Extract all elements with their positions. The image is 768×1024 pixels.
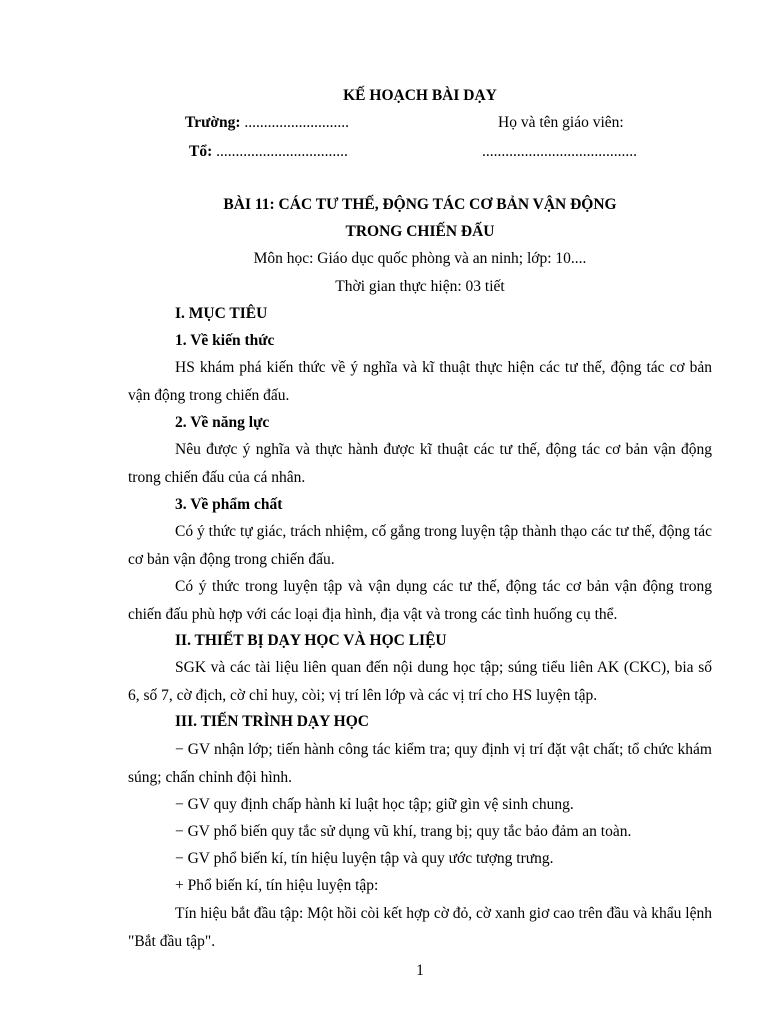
section-1-2-heading: 2. Về năng lực [175, 414, 270, 431]
section-2-text: SGK và các tài liệu liên quan đến nội dung học tập; súng tiểu liên AK (CKC), bia số 6, số 7, cờ địch, cờ chỉ huy, còi; vị trí lên lớp và các vị trí cho HS luyện tập. [128, 659, 712, 704]
group-field [189, 143, 348, 161]
document-title: KẾ HOẠCH BÀI DẠY [343, 87, 497, 104]
section-1-3-text-1: Có ý thức tự giác, trách nhiệm, cố gắng trong luyện tập thành thạo các tư thế, động tác cơ bản vận động trong chiến đấu. [128, 523, 712, 568]
section-1-3-heading: 3. Về phẩm chất [175, 496, 283, 513]
school-label: Trường: [185, 114, 241, 131]
section-1-2-text: Nêu được ý nghĩa và thực hành được kĩ thuật các tư thế, động tác cơ bản vận động trong chiến đấu của cá nhân. [128, 441, 712, 486]
lesson-title-line2: TRONG CHIẾN ĐẤU [345, 223, 495, 240]
section-1-heading: I. MỤC TIÊU [175, 305, 268, 322]
section-3-item-5: + Phổ biến kí, tín hiệu luyện tập: [175, 877, 379, 894]
teacher-dots: ........................................ [482, 143, 637, 160]
group-label: Tổ: [189, 143, 213, 160]
lesson-duration: Thời gian thực hiện: 03 tiết [335, 278, 505, 295]
section-3-item-6: Tín hiệu bắt đầu tập: Một hồi còi kết hợp cờ đỏ, cờ xanh giơ cao trên đầu và khẩu lệnh "Bắt đầu tập". [128, 905, 712, 950]
school-dots: ........................... [240, 114, 349, 131]
teacher-label: Họ và tên giáo viên: [498, 114, 624, 131]
section-3-item-1: − GV nhận lớp; tiến hành công tác kiểm tra; quy định vị trí đặt vật chất; tổ chức khám súng; chấn chỉnh đội hình. [128, 741, 712, 786]
section-3-item-4: − GV phổ biến kí, tín hiệu luyện tập và quy ước tượng trưng. [175, 850, 554, 867]
school-field [185, 114, 349, 132]
section-1-1-heading: 1. Về kiến thức [175, 332, 275, 349]
section-1-3-text-2: Có ý thức trong luyện tập và vận dụng các tư thế, động tác cơ bản vận động trong chiến đấu phù hợp với các loại địa hình, địa vật và trong các tình huống cụ thể. [128, 578, 712, 623]
lesson-title [128, 196, 712, 214]
section-3-item-3: − GV phổ biến quy tắc sử dụng vũ khí, trang bị; quy tắc bảo đảm an toàn. [175, 823, 632, 840]
group-dots: .................................. [212, 143, 348, 160]
lesson-subject: Môn học: Giáo dục quốc phòng và an ninh; lớp: 10.... [253, 250, 587, 267]
section-3-heading: III. TIẾN TRÌNH DẠY HỌC [175, 713, 369, 730]
lesson-title-prefix: BÀI 11 [223, 196, 270, 213]
section-3-item-2: − GV quy định chấp hành kỉ luật học tập; giữ gìn vệ sinh chung. [175, 796, 574, 813]
page-number: 1 [416, 962, 424, 979]
lesson-title-rest: : CÁC TƯ THẾ, ĐỘNG TÁC CƠ BẢN VẬN ĐỘNG [269, 196, 617, 213]
section-2-heading: II. THIẾT BỊ DẠY HỌC VÀ HỌC LIỆU [175, 632, 447, 649]
section-1-1-text: HS khám phá kiến thức về ý nghĩa và kĩ thuật thực hiện các tư thế, động tác cơ bản vận động trong chiến đấu. [128, 359, 712, 404]
